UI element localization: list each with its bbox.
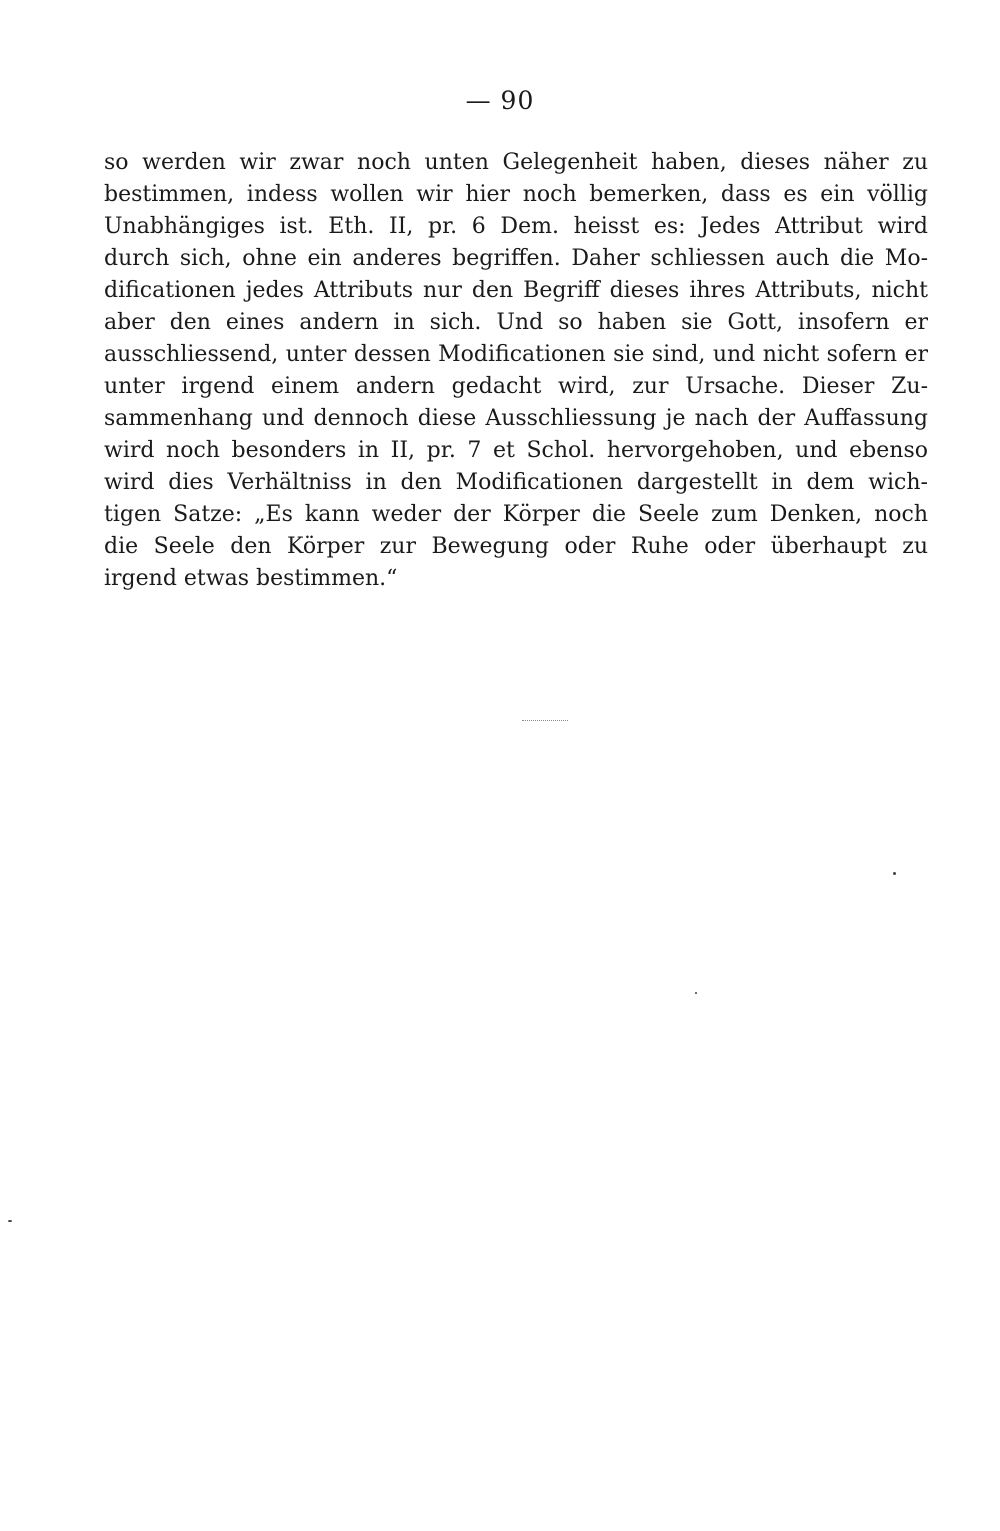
text-line: aber den eines andern in sich. Und so haben sie Gott, insofern er — [104, 310, 928, 335]
scan-speck — [8, 1220, 12, 1222]
text-line: so werden wir zwar noch unten Gelegenheit haben, dieses näher zu — [104, 150, 928, 175]
text-line: bestimmen, indess wollen wir hier noch bemerken, dass es ein völlig — [104, 182, 928, 207]
scan-speck — [695, 992, 697, 994]
body-text — [104, 147, 928, 595]
scan-speck — [893, 872, 896, 875]
text-line: sammenhang und dennoch diese Ausschliessung je nach der Auffassung — [104, 406, 928, 431]
text-line: irgend etwas bestimmen.“ — [104, 566, 398, 591]
text-line: unter irgend einem andern gedacht wird, zur Ursache. Dieser Zu- — [104, 374, 928, 399]
text-line: die Seele den Körper zur Bewegung oder Ruhe oder überhaupt zu — [104, 534, 928, 559]
text-line: wird dies Verhältniss in den Modificationen dargestellt in dem wich- — [104, 470, 928, 495]
text-line: dificationen jedes Attributs nur den Begriff dieses ihres Attributs, nicht — [104, 278, 928, 303]
text-line: tigen Satze: „Es kann weder der Körper die Seele zum Denken, noch — [104, 502, 928, 527]
text-line: Unabhängiges ist. Eth. II, pr. 6 Dem. heisst es: Jedes Attribut wird — [104, 214, 928, 239]
page-number: — 90 — [465, 86, 535, 115]
text-line: ausschliessend, unter dessen Modificationen sie sind, und nicht sofern er — [104, 342, 928, 367]
section-rule — [522, 720, 568, 721]
text-line: durch sich, ohne ein anderes begriffen. Daher schliessen auch die Mo- — [104, 246, 928, 271]
text-line: wird noch besonders in II, pr. 7 et Schol. hervorgehoben, und ebenso — [104, 438, 928, 463]
